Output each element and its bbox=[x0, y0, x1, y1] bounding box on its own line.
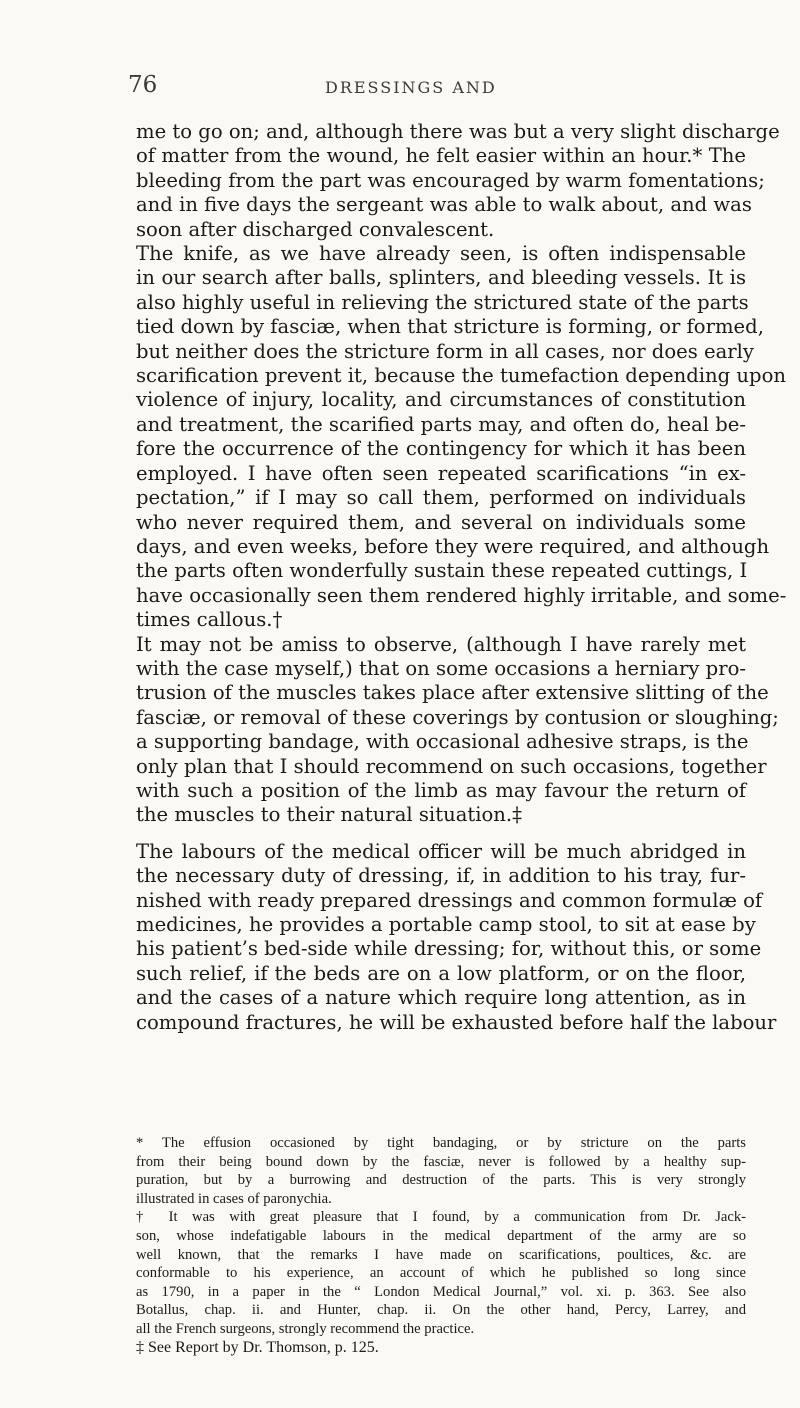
text-line: violence of injury, locality, and circumstances of constitution bbox=[136, 388, 746, 412]
text-line: The labours of the medical officer will be much abridged in bbox=[136, 839, 746, 863]
text-line: his patient’s bed-side while dressing; for, without this, or some bbox=[136, 937, 762, 961]
footnote-line: well known, that the remarks I have made on scarifications, poultices, &c. are bbox=[136, 1246, 746, 1263]
text-line: me to go on; and, although there was but a very slight discharge bbox=[136, 120, 780, 143]
text-line: also highly useful in relieving the strictured state of the parts bbox=[136, 290, 749, 314]
text-line: but neither does the stricture form in all cases, nor does early bbox=[136, 339, 754, 363]
text-line: with such a position of the limb as may favour the return of bbox=[136, 778, 746, 802]
paragraph bbox=[136, 120, 780, 242]
text-line: only plan that I should recommend on such occasions, together bbox=[136, 754, 767, 778]
footnote-line: * The effusion occasioned by tight bandaging, or by stricture on the parts bbox=[136, 1135, 746, 1151]
page-number: 76 bbox=[128, 72, 158, 98]
text-line: the muscles to their natural situation.‡ bbox=[136, 803, 522, 827]
text-line: soon after discharged convalescent. bbox=[136, 217, 495, 241]
footnote-line: conformable to his experience, an account of which he published so long since bbox=[136, 1265, 746, 1282]
text-line: the necessary duty of dressing, if, in addition to his tray, fur- bbox=[136, 864, 746, 888]
footnote-line: Botallus, chap. ii. and Hunter, chap. ii. On the other hand, Percy, Larrey, and bbox=[136, 1302, 746, 1319]
text-line: and the cases of a nature which require long attention, as in bbox=[136, 986, 746, 1010]
text-line: of matter from the wound, he felt easier within an hour.* The bbox=[136, 144, 746, 168]
text-line: fasciæ, or removal of these coverings by contusion or sloughing; bbox=[136, 705, 779, 729]
text-line: medicines, he provides a portable camp stool, to sit at ease by bbox=[136, 913, 756, 936]
paragraph bbox=[136, 632, 779, 828]
text-line: bleeding from the part was encouraged by warm fomentations; bbox=[136, 168, 765, 192]
footnote bbox=[136, 1134, 746, 1208]
text-line: and in five days the sergeant was able to walk about, and was bbox=[136, 193, 752, 217]
text-line: pectation,” if I may so call them, performed on individuals bbox=[136, 486, 746, 510]
footnote bbox=[136, 1208, 746, 1338]
text-line: The knife, as we have already seen, is often indispensable bbox=[136, 242, 746, 266]
text-line: days, and even weeks, before they were required, and although bbox=[136, 534, 770, 558]
body-text bbox=[136, 120, 787, 1035]
footnote-line: illustrated in cases of paronychia. bbox=[136, 1190, 332, 1207]
text-line: the parts often wonderfully sustain these repeated cuttings, I bbox=[136, 559, 748, 583]
page-header bbox=[0, 70, 800, 110]
footnote-line: as 1790, in a paper in the “ London Medical Journal,” vol. xi. p. 363. See also bbox=[136, 1283, 746, 1300]
footnote-line: all the French surgeons, strongly recommend the practice. bbox=[136, 1320, 475, 1337]
text-line: a supporting bandage, with occasional adhesive straps, is the bbox=[136, 730, 749, 754]
footnote-line: puration, but by a burrowing and destruction of the parts. This is very strongly bbox=[136, 1172, 746, 1189]
text-line: who never required them, and several on individuals some bbox=[136, 510, 746, 534]
footnote-line: from their being bound down by the fasciæ, never is followed by a healthy sup- bbox=[136, 1153, 746, 1170]
text-line: tied down by fasciæ, when that stricture is forming, or formed, bbox=[136, 315, 764, 339]
footnote-line: † It was with great pleasure that I found, by a communication from Dr. Jack- bbox=[136, 1209, 746, 1226]
text-line: have occasionally seen them rendered highly irritable, and some- bbox=[136, 583, 787, 607]
text-line: and treatment, the scarified parts may, and often do, heal be- bbox=[136, 412, 746, 436]
text-line: such relief, if the beds are on a low platform, or on the floor, bbox=[136, 961, 746, 985]
text-line: fore the occurrence of the contingency for which it has been bbox=[136, 437, 746, 461]
text-line: employed. I have often seen repeated scarifications “in ex- bbox=[136, 461, 746, 485]
footnotes bbox=[136, 1134, 746, 1357]
text-line: times callous.† bbox=[136, 608, 283, 632]
paragraph bbox=[136, 839, 777, 1035]
text-line: nished with ready prepared dressings and common formulæ of bbox=[136, 888, 763, 912]
text-line: scarification prevent it, because the tumefaction depending upon bbox=[136, 364, 786, 388]
footnote-line: ‡ See Report by Dr. Thomson, p. 125. bbox=[136, 1338, 379, 1356]
text-line: It may not be amiss to observe, (although I have rarely met bbox=[136, 632, 746, 656]
section-gap bbox=[136, 828, 746, 840]
paragraph bbox=[136, 242, 787, 633]
text-line: compound fractures, he will be exhausted before half the labour bbox=[136, 1010, 777, 1034]
running-head: DRESSINGS AND bbox=[325, 78, 497, 97]
text-line: in our search after balls, splinters, and bleeding vessels. It is bbox=[136, 266, 746, 290]
footnote bbox=[136, 1339, 746, 1358]
footnote-line: son, whose indefatigable labours in the medical department of the army are so bbox=[136, 1227, 746, 1244]
text-line: trusion of the muscles takes place after extensive slitting of the bbox=[136, 681, 769, 705]
text-line: with the case myself,) that on some occasions a herniary pro- bbox=[136, 656, 746, 680]
